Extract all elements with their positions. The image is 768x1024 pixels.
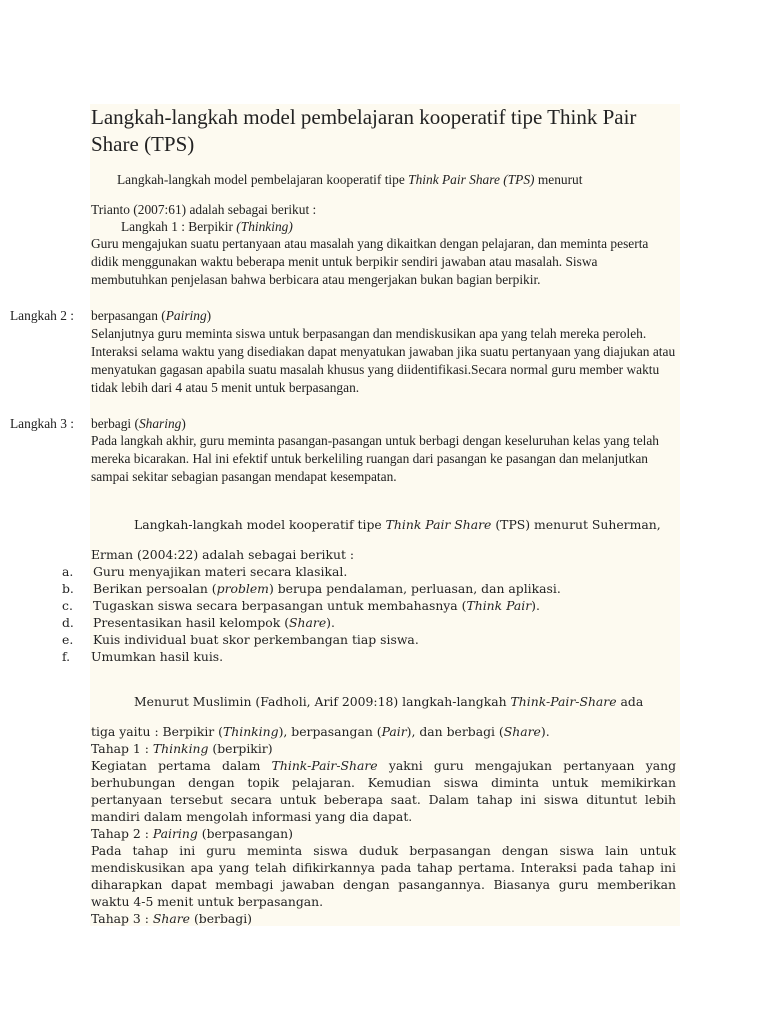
step1-text: Guru mengajukan suatu pertanyaan atau masalah yang dikaitkan dengan pelajaran, dan meminta peserta didik menggunakan waktu beberapa menit untuk berpikir sendiri jawaban atau masalah. Siswa membutuhkan penjelasan bahwa berbicara atau mengerjakan bukan bagian berpikir.: [91, 236, 649, 287]
tahap3-heading: Tahap 3 : Share (berbagi): [91, 911, 253, 926]
page-title: Langkah-langkah model pembelajaran kooperatif tipe Think Pair Share (TPS): [91, 105, 637, 156]
list-marker: f.: [62, 649, 71, 664]
list-marker: b.: [62, 581, 74, 596]
list-item: Presentasikan hasil kelompok (Share).: [93, 615, 335, 630]
tahap2-text: Pada tahap ini guru meminta siswa duduk berpasangan dengan siswa lain untuk mendiskusikan apa yang telah difikirkannya pada tahap pertama. Interaksi pada tahap ini diharapkan dapat membagi jawaban dengan pasangannya. Biasanya guru memberikan waktu 4-5 menit untuk berpasangan.: [91, 843, 676, 909]
step3-label: Langkah 3 :: [10, 416, 74, 431]
section3-intro: Menurut Muslimin (Fadholi, Arif 2009:18) langkah-langkah Think-Pair-Share ada: [134, 694, 644, 709]
step2-label: Langkah 2 :: [10, 308, 74, 323]
list-marker: c.: [62, 598, 73, 613]
section2-intro: Langkah-langkah model kooperatif tipe Think Pair Share (TPS) menurut Suherman,: [134, 517, 661, 532]
step2-heading: berpasangan (Pairing): [91, 308, 212, 323]
section2-source: Erman (2004:22) adalah sebagai berikut :: [91, 547, 355, 562]
list-marker: a.: [62, 564, 74, 579]
step2-text: Selanjutnya guru meminta siswa untuk berpasangan dan mendiskusikan apa yang telah mereka peroleh. Interaksi selama waktu yang disediakan dapat menyatukan jawaban jika suatu pertanyaan yang diajukan atau menyatukan gagasan apabila suatu masalah khusus yang diidentifikasi.Secara normal guru member waktu tidak lebih dari 4 atau 5 menit untuk berpasangan.: [91, 326, 676, 395]
list-item: Berikan persoalan (problem) berupa pendalaman, perluasan, dan aplikasi.: [93, 581, 561, 596]
list-marker: e.: [62, 632, 74, 647]
tahap1-text: Kegiatan pertama dalam Think-Pair-Share yakni guru mengajukan pertanyaan yang berhubungan dengan topik pelajaran. Kemudian siswa diminta untuk memikirkan pertanyaan tersebut secara untuk beberapa saat. Dalam tahap ini siswa dituntut lebih mandiri dalam mengolah informasi yang dia dapat.: [91, 758, 677, 824]
tahap1-heading: Tahap 1 : Thinking (berpikir): [91, 741, 273, 756]
list-item: Tugaskan siswa secara berpasangan untuk membahasnya (Think Pair).: [93, 598, 540, 613]
list-item: Kuis individual buat skor perkembangan tiap siswa.: [93, 632, 419, 647]
tahap2-heading: Tahap 2 : Pairing (berpasangan): [91, 826, 293, 841]
list-marker: d.: [62, 615, 74, 630]
list-item: Guru menyajikan materi secara klasikal.: [93, 564, 348, 579]
step3-text: Pada langkah akhir, guru meminta pasangan-pasangan untuk berbagi dengan keseluruhan kelas yang telah mereka bicarakan. Hal ini efektif untuk berkeliling ruangan dari pasangan ke pasangan dan melanjutkan sampai sekitar sebagian pasangan mendapat kesempatan.: [91, 433, 660, 484]
section1-intro: Langkah-langkah model pembelajaran kooperatif tipe Think Pair Share (TPS) menurut: [117, 172, 583, 187]
step1-heading: Langkah 1 : Berpikir (Thinking): [121, 219, 293, 234]
step3-heading: berbagi (Sharing): [91, 416, 186, 431]
section3-summary: tiga yaitu : Berpikir (Thinking), berpasangan (Pair), dan berbagi (Share).: [91, 724, 550, 739]
section1-source: Trianto (2007:61) adalah sebagai berikut :: [91, 202, 317, 217]
list-item: Umumkan hasil kuis.: [91, 649, 224, 664]
